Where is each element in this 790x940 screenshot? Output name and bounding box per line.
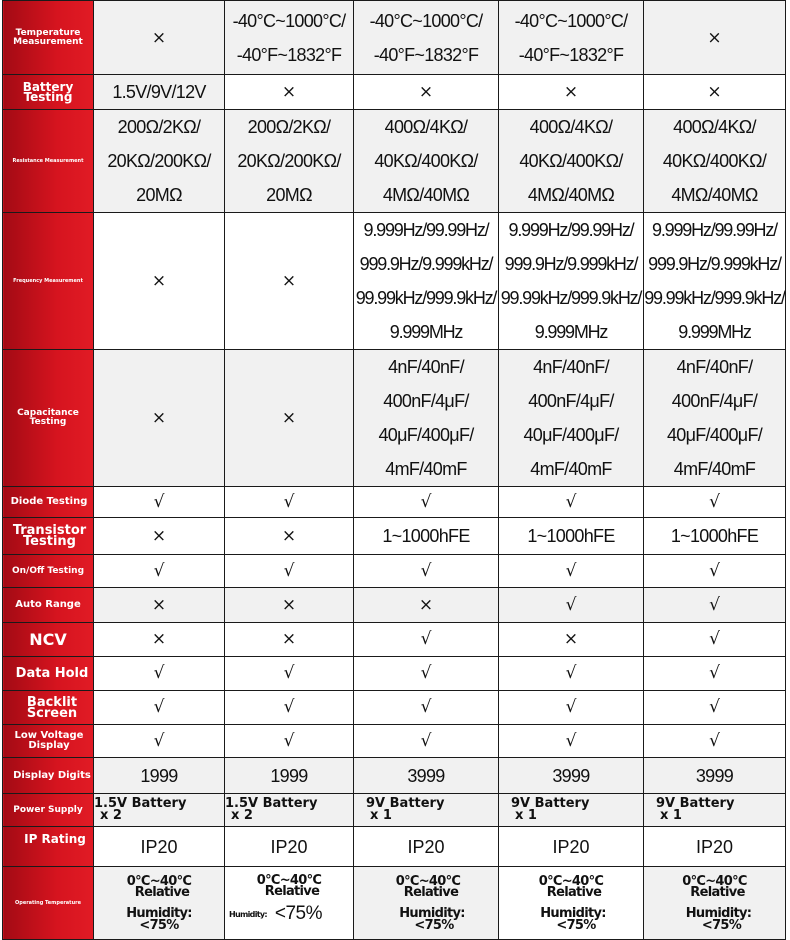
cell: × [644, 1, 786, 75]
cell: √ [354, 555, 499, 588]
cell: 4nF/40nF/ 400nF/4μF/ 40μF/400μF/ 4mF/40mF [644, 350, 786, 487]
table-row [3, 657, 786, 691]
row-label-auto-range: Auto Range [3, 588, 94, 623]
cell: 200Ω/2KΩ/ 20KΩ/200KΩ/ 20MΩ [225, 110, 354, 213]
cell: √ [225, 555, 354, 588]
cell: -40°C~1000°C/ -40°F~1832°F [225, 1, 354, 75]
table-row [3, 827, 786, 867]
cell: 0°C~40°C Relative Humidity: <75% [94, 867, 225, 940]
cell: 1999 [225, 758, 354, 794]
cell: √ [644, 657, 786, 691]
cell: × [94, 623, 225, 657]
cell: 3999 [499, 758, 644, 794]
cell: √ [354, 657, 499, 691]
cell: × [225, 518, 354, 555]
cell: IP20 [644, 827, 786, 867]
cell: 1~1000hFE [354, 518, 499, 555]
cell: × [499, 75, 644, 110]
cell: √ [644, 555, 786, 588]
cell: √ [94, 657, 225, 691]
cell: 0°C~40°C Relative Humidity: <75% [225, 867, 354, 940]
cell: × [644, 75, 786, 110]
row-label-ncv: NCV [3, 623, 94, 657]
cell: √ [499, 657, 644, 691]
cell: × [225, 588, 354, 623]
cell: × [94, 350, 225, 487]
cell: × [225, 75, 354, 110]
cell: 0°C~40°C Relative Humidity: <75% [499, 867, 644, 940]
cell: -40°C~1000°C/ -40°F~1832°F [499, 1, 644, 75]
cell: 9V Battery x 1 [499, 794, 644, 827]
cell: √ [644, 623, 786, 657]
cell: √ [354, 725, 499, 758]
cell: 400Ω/4KΩ/ 40KΩ/400KΩ/ 4MΩ/40MΩ [354, 110, 499, 213]
cell: √ [225, 487, 354, 518]
cell: 1.5V/9V/12V [94, 75, 225, 110]
table-row [3, 867, 786, 940]
row-label-low-voltage-display: Low Voltage Display [3, 725, 94, 758]
cell: 9.999Hz/99.99Hz/ 999.9Hz/9.999kHz/ 99.99kHz/999.9kHz/ 9.999MHz [644, 213, 786, 350]
table-row [3, 518, 786, 555]
row-label-on-off-testing: On/Off Testing [3, 555, 94, 588]
cell: √ [499, 588, 644, 623]
cell: 9.999Hz/99.99Hz/ 999.9Hz/9.999kHz/ 99.99kHz/999.9kHz/ 9.999MHz [354, 213, 499, 350]
row-label-temperature-measurement: Temperature Measurement [3, 1, 94, 75]
table-row [3, 794, 786, 827]
cell: √ [644, 725, 786, 758]
cell: 200Ω/2KΩ/ 20KΩ/200KΩ/ 20MΩ [94, 110, 225, 213]
table-row [3, 1, 786, 75]
cell: 1.5V Battery x 2 [225, 794, 354, 827]
row-label-operating-temperature: Operating Temperature [3, 867, 94, 940]
cell: IP20 [499, 827, 644, 867]
row-label-frequency-measurement: Frequency Measurement [3, 213, 94, 350]
table-row [3, 725, 786, 758]
row-label-capacitance-testing: Capacitance Testing [3, 350, 94, 487]
table-row [3, 350, 786, 487]
cell: 3999 [354, 758, 499, 794]
table-row [3, 623, 786, 657]
cell: × [225, 623, 354, 657]
cell: √ [354, 623, 499, 657]
table-row [3, 588, 786, 623]
cell: IP20 [94, 827, 225, 867]
cell: × [94, 1, 225, 75]
row-label-display-digits: Display Digits [3, 758, 94, 794]
row-label-data-hold: Data Hold [3, 657, 94, 691]
cell: √ [644, 487, 786, 518]
row-label-ip-rating: IP Rating [3, 827, 94, 867]
table-row [3, 487, 786, 518]
cell: √ [354, 691, 499, 725]
cell: √ [94, 691, 225, 725]
cell: √ [94, 487, 225, 518]
cell: IP20 [354, 827, 499, 867]
cell: 4nF/40nF/ 400nF/4μF/ 40μF/400μF/ 4mF/40mF [499, 350, 644, 487]
table-row [3, 213, 786, 350]
cell: √ [499, 555, 644, 588]
cell: × [499, 623, 644, 657]
cell: 1.5V Battery x 2 [94, 794, 225, 827]
row-label-diode-testing: Diode Testing [3, 487, 94, 518]
cell: 400Ω/4KΩ/ 40KΩ/400KΩ/ 4MΩ/40MΩ [644, 110, 786, 213]
cell: 0°C~40°C Relative Humidity: <75% [354, 867, 499, 940]
table-row [3, 691, 786, 725]
cell: 3999 [644, 758, 786, 794]
cell: 400Ω/4KΩ/ 40KΩ/400KΩ/ 4MΩ/40MΩ [499, 110, 644, 213]
cell: 0°C~40°C Relative Humidity: <75% [644, 867, 786, 940]
cell: 1999 [94, 758, 225, 794]
table-row [3, 110, 786, 213]
cell: × [94, 588, 225, 623]
cell: √ [644, 588, 786, 623]
cell: 1~1000hFE [499, 518, 644, 555]
cell: × [94, 213, 225, 350]
cell: √ [499, 487, 644, 518]
row-label-power-supply: Power Supply [3, 794, 94, 827]
cell: √ [94, 555, 225, 588]
table-row [3, 758, 786, 794]
cell: × [225, 350, 354, 487]
cell: √ [644, 691, 786, 725]
row-label-battery-testing: Battery Testing [3, 75, 94, 110]
row-label-transistor-testing: Transistor Testing [3, 518, 94, 555]
cell: IP20 [225, 827, 354, 867]
cell: × [354, 588, 499, 623]
cell: √ [94, 725, 225, 758]
cell: √ [354, 487, 499, 518]
cell: √ [225, 691, 354, 725]
cell: 4nF/40nF/ 400nF/4μF/ 40μF/400μF/ 4mF/40mF [354, 350, 499, 487]
cell: √ [499, 691, 644, 725]
cell: 1~1000hFE [644, 518, 786, 555]
row-label-backlit-screen: Backlit Screen [3, 691, 94, 725]
cell: 9V Battery x 1 [354, 794, 499, 827]
table-row [3, 75, 786, 110]
cell: 9.999Hz/99.99Hz/ 999.9Hz/9.999kHz/ 99.99kHz/999.9kHz/ 9.999MHz [499, 213, 644, 350]
cell: × [225, 213, 354, 350]
cell: × [94, 518, 225, 555]
cell: 9V Battery x 1 [644, 794, 786, 827]
cell: -40°C~1000°C/ -40°F~1832°F [354, 1, 499, 75]
table-row [3, 555, 786, 588]
spec-comparison-table [2, 0, 786, 940]
cell: √ [225, 657, 354, 691]
cell: √ [225, 725, 354, 758]
row-label-resistance-measurement: Resistance Measurement [3, 110, 94, 213]
cell: √ [499, 725, 644, 758]
cell: × [354, 75, 499, 110]
